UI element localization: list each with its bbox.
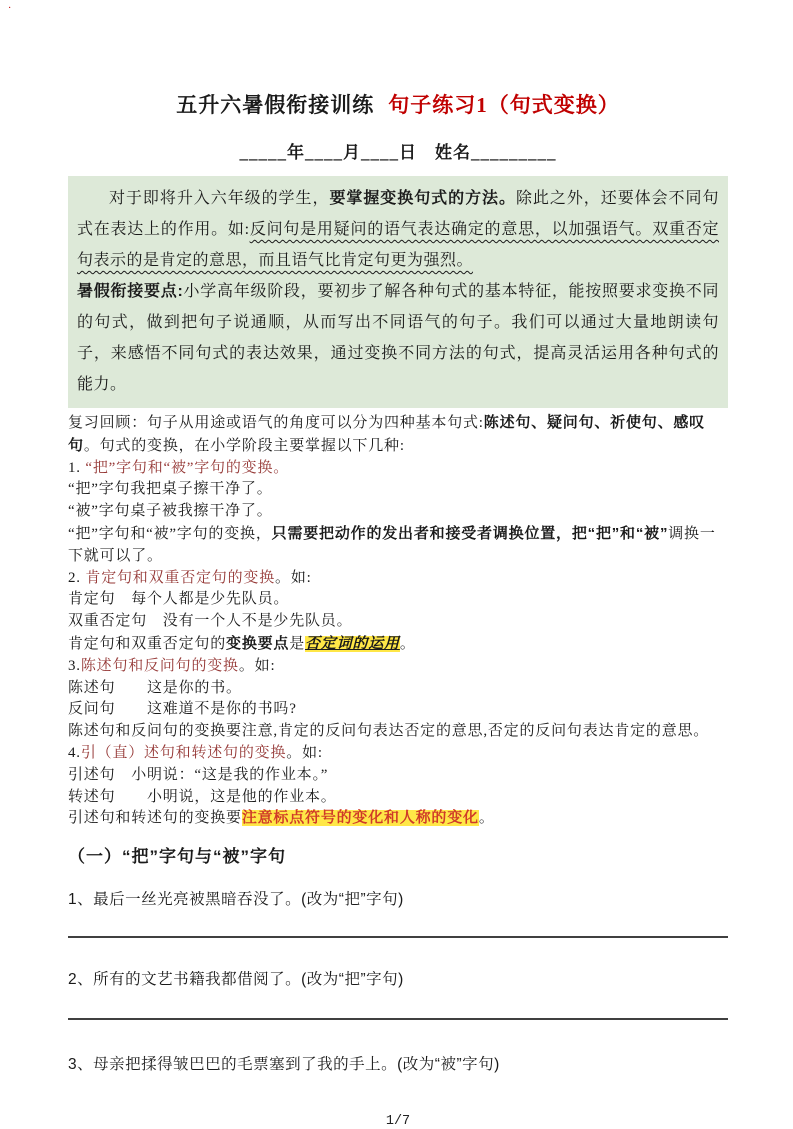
review-line xyxy=(68,721,728,743)
text-run: 暑假衔接要点: xyxy=(77,283,184,300)
review-line xyxy=(68,808,728,830)
text-run: 。句式的变换，在小学阶段主要掌握以下几种: xyxy=(83,437,405,454)
text-run: 陈述句和反问句的变换 xyxy=(80,657,239,674)
text-run: 引述句和转述句的变换要 xyxy=(68,810,242,827)
text-run: 变换要点 xyxy=(226,634,290,652)
page-title xyxy=(68,90,728,120)
text-run: 复习回顾：句子从用途或语气的角度可以分为四种基本句式: xyxy=(68,415,484,431)
review-line xyxy=(68,611,728,633)
text-run: 反问句是用疑问的语气表达确定的意思，以加强语气。双重否定句表示的是肯定的意思，而且语气比肯定句更为强烈。 xyxy=(77,221,719,269)
text-run: 3. xyxy=(68,657,81,674)
text-run: 只需要把动作的发出者和接受者调换位置，把“把”和“被” xyxy=(271,524,669,542)
review-section xyxy=(68,412,728,830)
question-2: 2、所有的文艺书籍我都借阅了。(改为“把”字句) xyxy=(68,971,404,989)
text-run: “把”字句我把桌子擦干净了。 xyxy=(68,481,273,498)
review-line xyxy=(68,787,728,809)
text-run: 肯定句和双重否定句的 xyxy=(68,635,227,652)
review-line xyxy=(68,743,728,765)
title-text-red: 句子练习1（句式变换） xyxy=(388,93,620,117)
text-run: 。 xyxy=(478,810,495,827)
text-run: 小学高年级阶段，要初步了解各种句式的基本特征，能按照要求变换不同的句式，做到把句子说通顺，从而写出不同语气的句子。我们可以通过大量地朗读句子，来感悟不同句式的表达效果，通过变换不同方法的句式，提高灵活运用各种句式的能力。 xyxy=(77,283,719,393)
text-run: 。如: xyxy=(275,569,312,586)
question-3: 3、母亲把揉得皱巴巴的毛票塞到了我的手上。(改为“被”字句) xyxy=(68,1056,500,1074)
intro-highlight-box xyxy=(68,176,728,408)
review-line xyxy=(68,568,728,590)
text-run: 要掌握变换句式的方法。 xyxy=(329,190,516,207)
text-run: 注意标点符号的变化和人称的变化 xyxy=(241,810,479,827)
text-run: 2. xyxy=(68,569,86,586)
text-run: 反问句 这难道不是你的书吗? xyxy=(68,701,297,718)
text-run: 。如: xyxy=(286,744,323,761)
answer-line-2 xyxy=(68,1018,728,1020)
text-run: 1. xyxy=(68,459,86,476)
text-run: 引（直）述句和转述句的变换 xyxy=(80,744,287,761)
answer-line-1 xyxy=(68,936,728,938)
text-run: 。如: xyxy=(238,657,276,674)
page-number: 1/7 xyxy=(385,1114,411,1129)
intro-paragraph xyxy=(77,276,719,400)
question-1: 1、最后一丝光亮被黑暗吞没了。(改为“把”字句) xyxy=(68,891,404,909)
review-line xyxy=(68,412,728,458)
scan-corner-mark: · xyxy=(8,3,12,14)
text-run: 陈述句、疑问句、祈使句、感叹句 xyxy=(68,414,705,454)
text-run: 陈述句 这是你的书。 xyxy=(68,679,242,696)
text-run: 是 xyxy=(289,635,306,652)
review-line xyxy=(68,479,728,501)
text-run: 双重否定句 没有一个人不是少先队员。 xyxy=(68,613,353,630)
exercise-section-heading: （一）“把”字句与“被”字句 xyxy=(68,847,286,867)
text-run: 4. xyxy=(68,744,81,761)
text-run: 调换一下就可以了。 xyxy=(68,525,716,564)
review-line xyxy=(68,765,728,787)
text-run: 除此之外，还要体会不同句式在表达上的作用。如: xyxy=(77,190,719,238)
text-run: “被”字句桌子被我擦干净了。 xyxy=(68,503,273,520)
review-line xyxy=(68,523,728,568)
text-run: 肯定句和双重否定句的变换 xyxy=(85,569,276,586)
review-line xyxy=(68,501,728,523)
review-line xyxy=(68,699,728,721)
title-text-black: 五升六暑假衔接训练 xyxy=(176,93,375,117)
text-run: 对于即将升入六年级的学生， xyxy=(109,190,330,207)
text-run: 转述句 小明说，这是他的作业本。 xyxy=(68,788,337,805)
text-run: “把”字句和“被”字句的变换， xyxy=(68,525,272,542)
intro-paragraph xyxy=(77,183,719,276)
text-run: 。 xyxy=(399,635,416,652)
review-line xyxy=(68,633,728,656)
review-line xyxy=(68,656,728,678)
text-run: 引述句 小明说：“这是我的作业本。” xyxy=(68,766,329,783)
text-run: 陈述句和反问句的变换要注意,肯定的反问句表达否定的意思,否定的反问句表达肯定的意思。 xyxy=(68,723,710,740)
review-line xyxy=(68,678,728,700)
date-name-line: _____年____月____日 姓名_________ xyxy=(239,143,557,162)
review-line xyxy=(68,458,728,480)
text-run: “把”字句和“被”字句的变换。 xyxy=(85,459,290,476)
review-line xyxy=(68,589,728,611)
text-run: 否定词的运用 xyxy=(305,635,400,652)
text-run: 肯定句 每个人都是少先队员。 xyxy=(68,591,290,608)
